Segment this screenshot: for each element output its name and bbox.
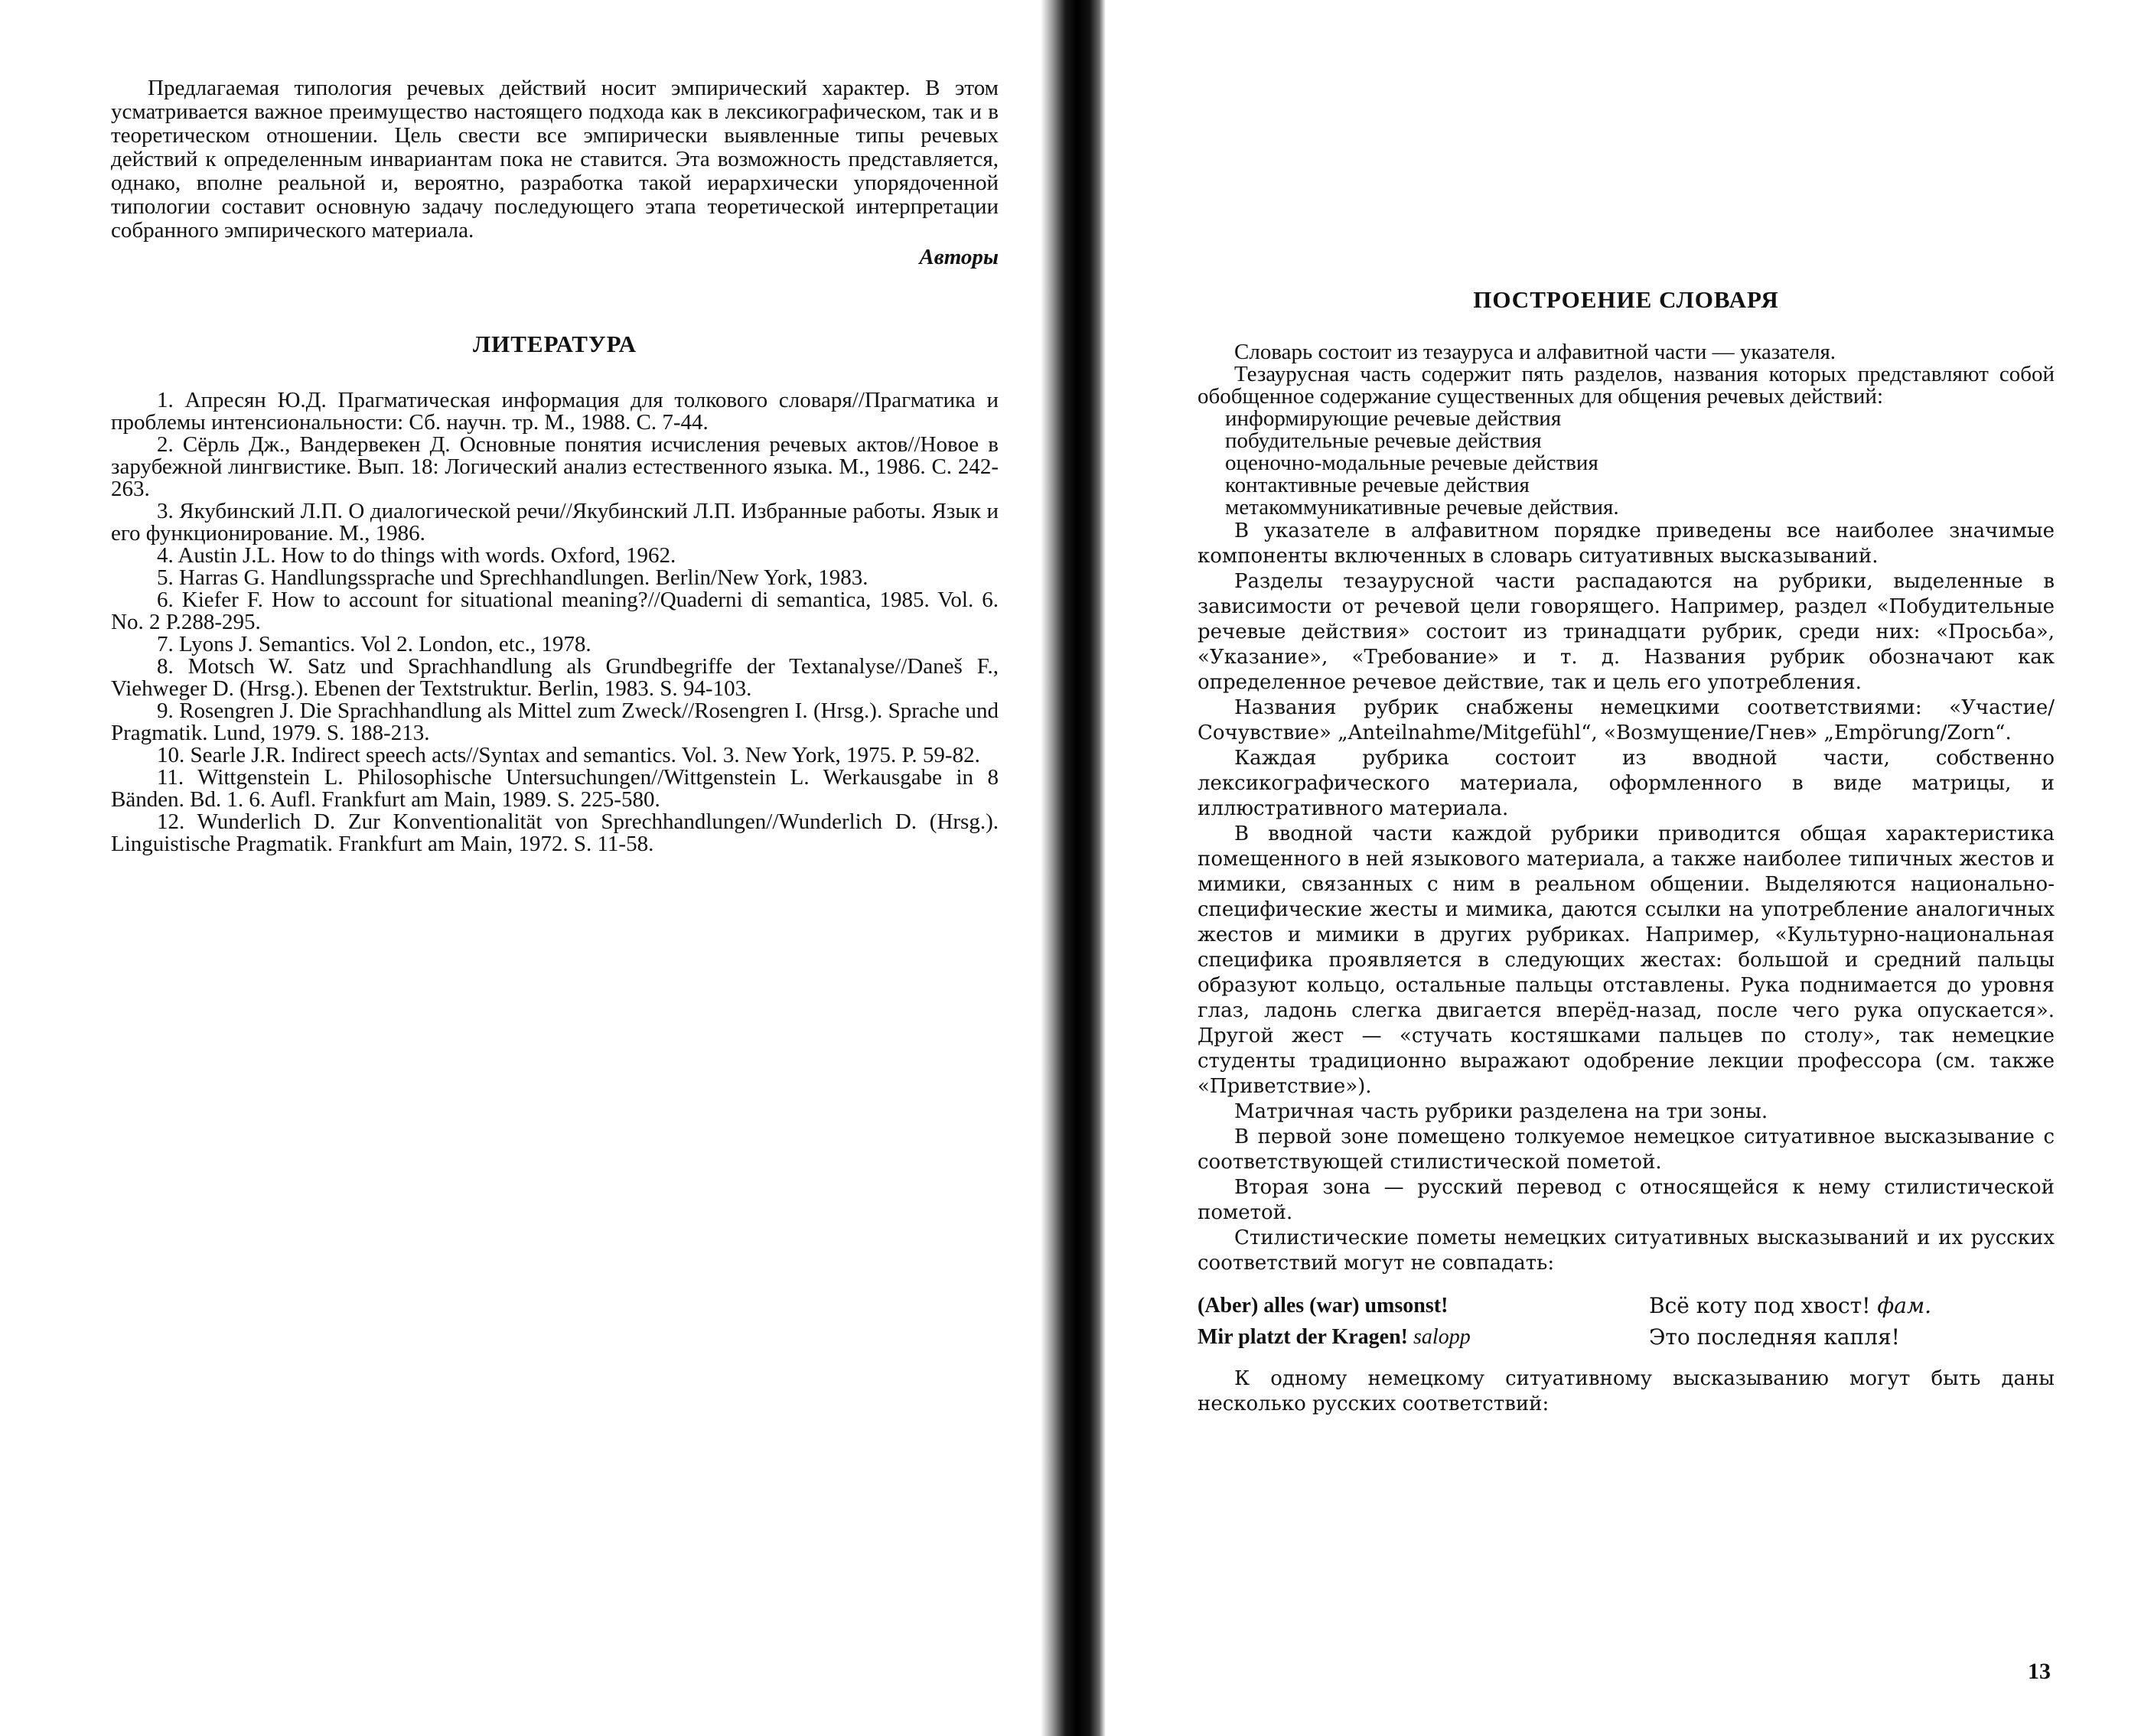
literature-heading: ЛИТЕРАТУРА bbox=[473, 331, 637, 357]
paragraph: Названия рубрик снабжены немецкими соответствиями: «Участие/Сочувствие» „Anteilnahme/Mitgefühl“, «Возмущение/Гнев» „Empörung/Zorn“. bbox=[1198, 696, 2055, 744]
russian-equivalent: Всё коту под хвост! фам. bbox=[1649, 1293, 1932, 1318]
right-page bbox=[1198, 287, 2055, 1417]
reference-item: 7. Lyons J. Semantics. Vol 2. London, etc., 1978. bbox=[157, 632, 591, 656]
german-utterance: (Aber) alles (war) umsonst! bbox=[1198, 1294, 1449, 1317]
list-item: оценочно-модальные речевые действия bbox=[1225, 451, 1598, 475]
german-utterance: Mir platzt der Kragen! salopp bbox=[1198, 1325, 1471, 1349]
reference-item: 6. Kiefer F. How to account for situational meaning?//Quaderni di semantica, 1985. Vol. 6. No. 2 P.288-295. bbox=[111, 588, 999, 634]
example-row bbox=[1198, 1290, 2055, 1321]
paragraph: В первой зоне помещено толкуемое немецкое ситуативное высказывание с соответствующей стилистической пометой. bbox=[1198, 1125, 2055, 1174]
book-gutter-shadow bbox=[1041, 0, 1106, 1736]
reference-item: 11. Wittgenstein L. Philosophische Untersuchungen//Wittgenstein L. Werkausgabe in 8 Bänden. Bd. 1. 6. Aufl. Frankfurt am Main, 1989. S. 225-580. bbox=[111, 765, 999, 812]
reference-item: 10. Searle J.R. Indirect speech acts//Syntax and semantics. Vol. 3. New York, 1975. P. 59-82. bbox=[157, 743, 980, 767]
body-text bbox=[1198, 519, 2055, 1276]
reference-item: 12. Wunderlich D. Zur Konventionalität von Sprechhandlungen//Wunderlich D. (Hrsg.). Linguistische Pragmatik. Frankfurt am Main, 1972. S. 11-58. bbox=[111, 809, 999, 856]
paragraph: В указателе в алфавитном порядке приведены все наиболее значимые компоненты включенных в словарь ситуативных высказываний. bbox=[1198, 519, 2055, 568]
reference-item: 2. Сёрль Дж., Вандервекен Д. Основные понятия исчисления речевых актов//Новое в зарубежной лингвистике. Вып. 18: Логический анализ естественного языка. М., 1986. С. 242-263. bbox=[111, 432, 999, 501]
thesaurus-sections-list bbox=[1198, 408, 2055, 519]
paragraph: В вводной части каждой рубрики приводится общая характеристика помещенного в ней языкового материала, а также наиболее типичных жестов и мимики, связанных с ним в реальном общении. Выделяются национально-специфические жесты и мимика, даются ссылки на употребление аналогичных жестов и мимики в других рубриках. Например, «Культурно-национальная специфика проявляется в следующих жестах: большой и средний пальцы образуют кольцо, остальные пальцы отставлены. Рука поднимается до уровня глаз, ладонь слегка двигается вперёд-назад, после чего рука опускается». Другой жест — «стучать костяшками пальцев по столу», так немецкие студенты традиционно выражают одобрение лекции профессора (см. также «Приветствие»). bbox=[1198, 822, 2055, 1098]
reference-item: 9. Rosengren J. Die Sprachhandlung als Mittel zum Zweck//Rosengren I. (Hrsg.). Sprache und Pragmatik. Lund, 1979. S. 188-213. bbox=[111, 699, 999, 745]
paragraph: К одному немецкому ситуативному высказыванию могут быть даны несколько русских соответствий: bbox=[1198, 1367, 2055, 1415]
examples-table bbox=[1198, 1290, 2055, 1353]
body-text-end bbox=[1198, 1366, 2055, 1417]
paragraph: Матричная часть рубрики разделена на три зоны. bbox=[1234, 1100, 1768, 1123]
list-item: информирующие речевые действия bbox=[1225, 406, 1562, 431]
list-item: метакоммуникативные речевые действия. bbox=[1225, 495, 1619, 519]
example-row bbox=[1198, 1321, 2055, 1353]
paragraph: Словарь состоит из тезауруса и алфавитной части — указателя. bbox=[1234, 340, 1836, 364]
russian-equivalent: Это последняя капля! bbox=[1649, 1324, 1900, 1350]
paragraph: Каждая рубрика состоит из вводной части, собственно лексикографического материала, оформленного в виде матрицы, и иллюстративного материала. bbox=[1198, 747, 2055, 820]
author-signature: Авторы bbox=[919, 245, 999, 269]
paragraph: Разделы тезаурусной части распадаются на рубрики, выделенные в зависимости от речевой цели говорящего. Например, раздел «Побудительные речевые действия» состоит из тринадцати рубрик, среди них: «Просьба», «Указание», «Требование» и т. д. Названия рубрик обозначают как определенное речевое действие, так и цель его употребления. bbox=[1198, 570, 2055, 694]
list-item: контактивные речевые действия bbox=[1225, 473, 1530, 497]
page-number: 13 bbox=[2028, 1659, 2051, 1684]
reference-item: 3. Якубинский Л.П. О диалогической речи//Якубинский Л.П. Избранные работы. Язык и его функционирование. М., 1986. bbox=[111, 499, 999, 546]
reference-item: 4. Austin J.L. How to do things with words. Oxford, 1962. bbox=[157, 543, 676, 568]
reference-item: 5. Harras G. Handlungssprache und Sprechhandlungen. Berlin/New York, 1983. bbox=[157, 565, 868, 590]
intro-block bbox=[1198, 341, 2055, 519]
reference-list bbox=[111, 389, 999, 855]
reference-item: 1. Апресян Ю.Д. Прагматическая информация для толкового словаря//Прагматика и проблемы интенсиональности: Сб. научн. тр. М., 1988. С. 7-44. bbox=[111, 388, 999, 435]
intro-paragraph: Предлагаемая типология речевых действий носит эмпирический характер. В этом усматривается важное преимущество настоящего подхода как в лексикографическом, так и в теоретическом отношении. Цель свести все эмпирически выявленные типы речевых действий к определенным инвариантам пока не ставится. Эта возможность представляется, однако, вполне реальной и, вероятно, разработка такой иерархически упорядоченной типологии составит основную задачу последующего этапа теоретической интерпретации собранного эмпирического материала. bbox=[111, 76, 999, 243]
paragraph: Стилистические пометы немецких ситуативных высказываний и их русских соответствий могут не совпадать: bbox=[1198, 1226, 2055, 1275]
paragraph: Тезаурусная часть содержит пять разделов, названия которых представляют собой обобщенное содержание существенных для общения речевых действий: bbox=[1198, 362, 2055, 409]
section-heading: ПОСТРОЕНИЕ СЛОВАРЯ bbox=[1473, 286, 1779, 313]
paragraph: Вторая зона — русский перевод с относящейся к нему стилистической пометой. bbox=[1198, 1176, 2055, 1224]
list-item: побудительные речевые действия bbox=[1225, 428, 1542, 453]
reference-item: 8. Motsch W. Satz und Sprachhandlung als Grundbegriffe der Textanalyse//Daneš F., Viehweger D. (Hrsg.). Ebenen der Textstruktur. Berlin, 1983. S. 94-103. bbox=[111, 654, 999, 701]
left-page bbox=[111, 77, 999, 855]
